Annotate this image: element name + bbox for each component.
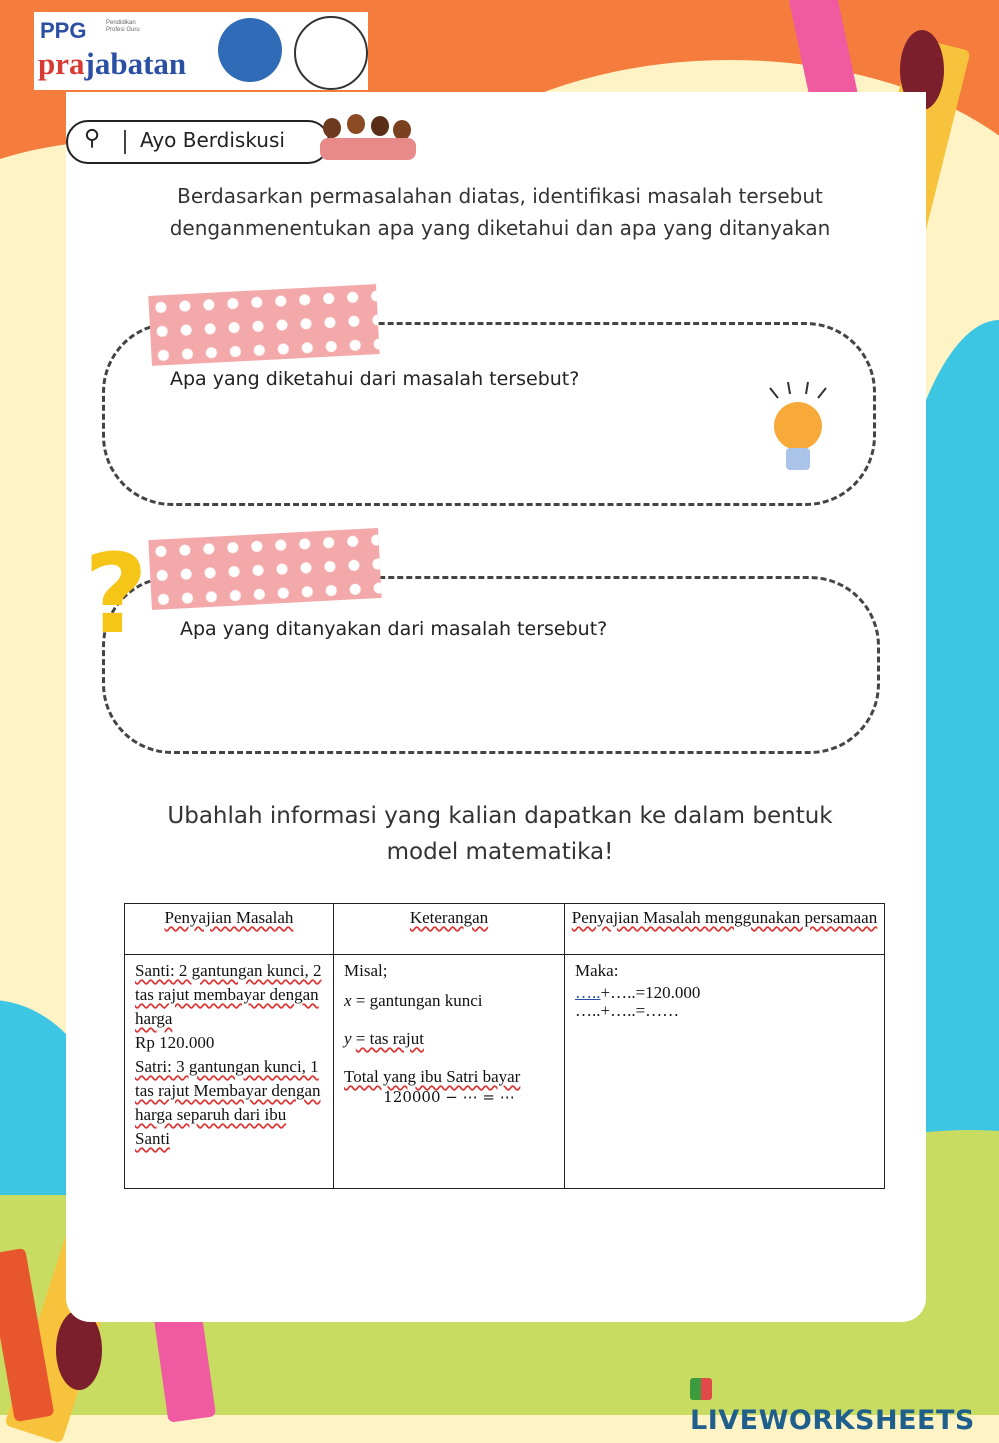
washi-tape-decoration-2 bbox=[148, 528, 381, 610]
liveworksheets-logo: LIVEWORKSHEETS bbox=[690, 1374, 999, 1436]
known-question: Apa yang diketahui dari masalah tersebut? bbox=[170, 368, 580, 390]
misal-text: Misal; bbox=[344, 961, 388, 980]
x-definition: x = gantungan kunci bbox=[344, 991, 483, 1010]
intro-text: Berdasarkan permasalahan diatas, identifikasi masalah tersebut denganmenentukan apa yang diketahui dan apa yang ditanyakan bbox=[169, 184, 831, 240]
paintbrush-bottom-icon bbox=[56, 1310, 102, 1390]
kemendikbud-logo-icon bbox=[218, 18, 282, 82]
instruction-text: Ubahlah informasi yang kalian dapatkan ke dalam bentuk model matematika! bbox=[167, 803, 833, 865]
total-text: Total yang ibu Satri bayar bbox=[344, 1067, 521, 1086]
header-cell: Penyajian Masalah bbox=[125, 904, 334, 955]
activity-label bbox=[66, 120, 330, 164]
maka-text: Maka: bbox=[575, 961, 619, 980]
lightbulb-icon bbox=[762, 380, 834, 480]
prajabatan-part-a: pra bbox=[38, 46, 85, 81]
header-logos bbox=[34, 12, 368, 90]
ppg-logo-text: PPG bbox=[40, 18, 87, 43]
asked-question: Apa yang ditanyakan dari masalah tersebut? bbox=[180, 618, 608, 640]
divider bbox=[124, 130, 126, 154]
unm-logo-icon bbox=[294, 16, 368, 90]
satri-text: Satri: 3 gantungan kunci, 1 tas rajut Membayar dengan harga separuh dari ibu Santi bbox=[135, 1057, 321, 1148]
prajabatan-part-b: jabatan bbox=[84, 46, 187, 81]
total-expression: 120000 − ⋯ = ⋯ bbox=[383, 1088, 515, 1106]
search-icon: ⚲ bbox=[84, 126, 101, 151]
washi-tape-decoration bbox=[148, 284, 379, 366]
problem-cell bbox=[125, 955, 334, 1189]
santi-text: Santi: 2 gantungan kunci, 2 tas rajut membayar dengan harga bbox=[135, 961, 322, 1028]
y-definition: y = tas rajut bbox=[344, 1029, 424, 1048]
table-header-row bbox=[125, 904, 885, 955]
math-model-table bbox=[124, 903, 885, 1189]
equation-2[interactable]: …..+…..=…… bbox=[575, 1001, 680, 1020]
equation-1[interactable]: …..+…..=120.000 bbox=[575, 983, 701, 1002]
santi-price: Rp 120.000 bbox=[135, 1033, 215, 1052]
description-cell bbox=[334, 955, 565, 1189]
question-mark-icon: ? bbox=[84, 530, 148, 658]
header-cell: Penyajian Masalah menggunakan persamaan bbox=[565, 904, 885, 955]
liveworksheets-mark-icon bbox=[690, 1378, 712, 1400]
prajabatan-logo bbox=[38, 46, 186, 82]
discussion-people-icon bbox=[312, 110, 424, 164]
equation-cell[interactable] bbox=[565, 955, 885, 1189]
ppg-logo-subtitle: Pendidikan Profesi Guru bbox=[106, 20, 140, 33]
activity-label-text: Ayo Berdiskusi bbox=[140, 128, 285, 152]
table-row bbox=[125, 955, 885, 1189]
header-cell: Keterangan bbox=[334, 904, 565, 955]
